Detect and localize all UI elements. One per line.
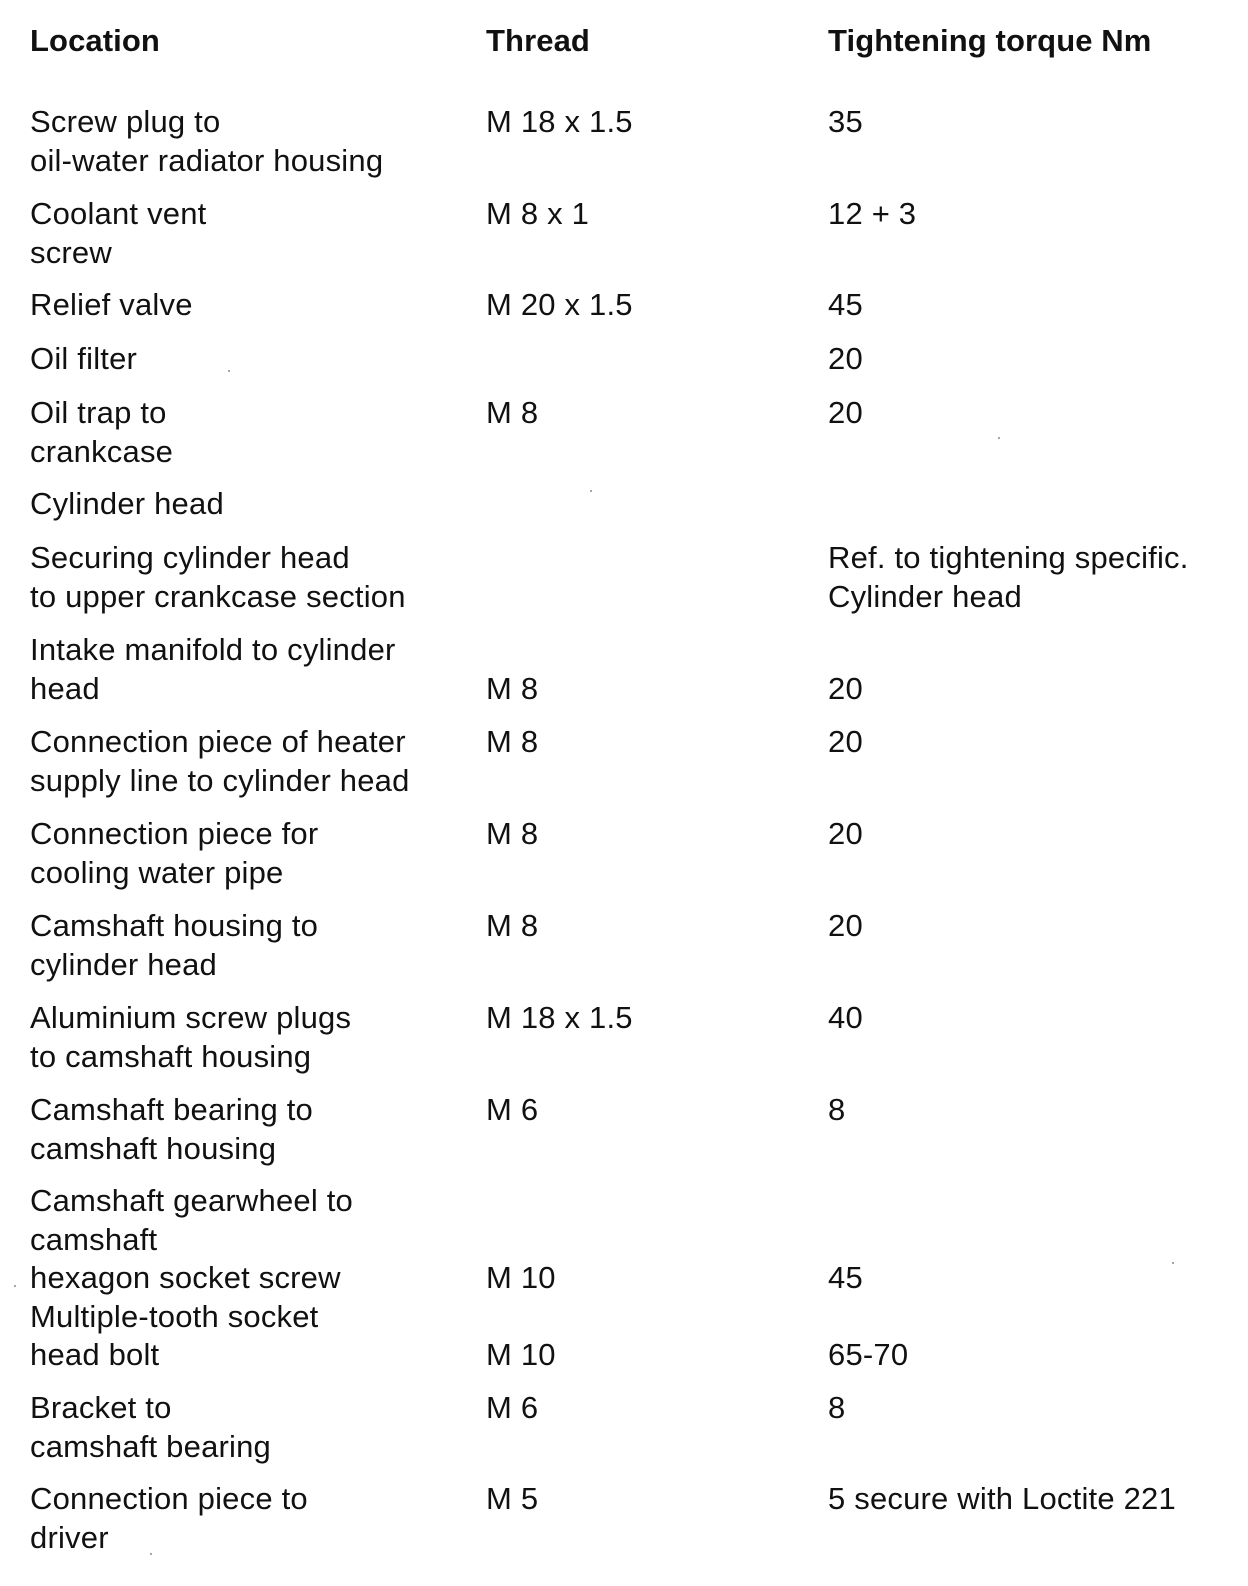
row-thread: M 8 x 1	[486, 196, 590, 231]
row-torque: 20	[828, 908, 863, 943]
row-location: Oil trap to crankcase	[30, 395, 174, 469]
row-torque: 35	[828, 104, 863, 139]
scan-speck	[590, 490, 592, 492]
row-location: Oil filter	[30, 341, 138, 376]
row-torque: 20	[828, 341, 863, 376]
row-torque: 5 secure with Loctite 221	[828, 1481, 1176, 1516]
header-location: Location	[30, 23, 160, 58]
scan-speck	[14, 1285, 16, 1287]
row-location: Relief valve	[30, 287, 193, 322]
row-torque: 45	[828, 287, 863, 322]
row-thread: M 6	[486, 1390, 539, 1425]
row-location: Cylinder head	[30, 486, 224, 521]
row-thread: M 6	[486, 1092, 539, 1127]
row-location: Bracket to camshaft bearing	[30, 1390, 271, 1464]
row-location: Coolant vent screw	[30, 196, 207, 270]
row-location: Connection piece for cooling water pipe	[30, 816, 319, 890]
row-thread: M 8	[486, 670, 539, 706]
row-torque: 45 65-70	[828, 1260, 909, 1372]
row-location: Camshaft housing to cylinder head	[30, 908, 319, 982]
row-thread: M 18 x 1.5	[486, 104, 633, 139]
scan-speck	[1172, 1262, 1174, 1264]
row-location: Intake manifold to cylinder head	[30, 632, 396, 706]
row-torque: 8	[828, 1092, 846, 1127]
row-torque: Ref. to tightening specific. Cylinder head	[828, 540, 1189, 614]
row-thread: M 8	[486, 724, 539, 759]
row-torque: 12 + 3	[828, 196, 917, 231]
row-thread: M 10 M 10	[486, 1260, 556, 1372]
row-torque: 20	[828, 670, 863, 706]
row-location: Aluminium screw plugs to camshaft housing	[30, 1000, 352, 1074]
header-thread: Thread	[486, 23, 590, 58]
row-torque: 8	[828, 1390, 846, 1425]
scan-speck	[228, 370, 230, 372]
row-torque: 20	[828, 724, 863, 759]
row-thread: M 5	[486, 1481, 539, 1516]
scan-speck	[150, 1553, 152, 1555]
row-thread: M 8	[486, 395, 539, 430]
row-torque: 40	[828, 1000, 863, 1035]
row-location: Screw plug to oil-water radiator housing	[30, 104, 384, 178]
row-location: Camshaft gearwheel to camshaft hexagon socket screw Multiple-tooth socket head bolt	[30, 1183, 353, 1372]
row-torque: 20	[828, 395, 863, 430]
row-thread: M 8	[486, 816, 539, 851]
row-location: Connection piece to driver	[30, 1481, 308, 1555]
row-location: Connection piece of heater supply line to cylinder head	[30, 724, 410, 798]
row-torque: 20	[828, 816, 863, 851]
row-location: Securing cylinder head to upper crankcase section	[30, 540, 406, 614]
row-thread: M 8	[486, 908, 539, 943]
header-torque: Tightening torque Nm	[828, 23, 1152, 58]
row-thread: M 18 x 1.5	[486, 1000, 633, 1035]
row-location: Camshaft bearing to camshaft housing	[30, 1092, 313, 1166]
scan-speck	[998, 437, 1000, 439]
row-thread: M 20 x 1.5	[486, 287, 633, 322]
